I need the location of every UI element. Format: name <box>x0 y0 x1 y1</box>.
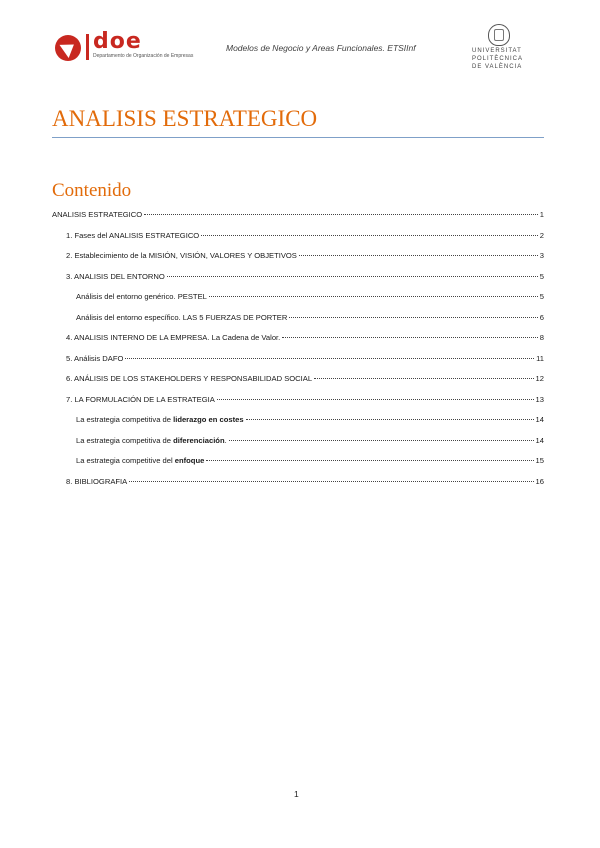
doe-logo <box>55 29 200 67</box>
toc-entry-title <box>76 436 227 445</box>
toc-dot-leader <box>289 317 537 318</box>
doe-logo-subtitle: Departamento de Organización de Empresas <box>93 53 194 59</box>
toc-entry-prefix: La estrategia competitive del <box>76 456 175 465</box>
toc-entry-title: ANALISIS ESTRATEGICO <box>52 210 143 219</box>
toc-entry[interactable] <box>76 313 544 322</box>
toc-entry-page: 1 <box>539 210 544 219</box>
toc-entry-title: 3. ANALISIS DEL ENTORNO <box>66 272 165 281</box>
toc-entry-title: 1. Fases del ANALISIS ESTRATEGICO <box>66 231 200 240</box>
toc-entry[interactable] <box>66 354 544 363</box>
toc-dot-leader <box>217 399 534 400</box>
toc-entry[interactable] <box>66 231 544 240</box>
toc-dot-leader <box>201 235 538 236</box>
toc-entry-title: 5. Análisis DAFO <box>66 354 124 363</box>
doe-arrow-logo-icon <box>55 35 81 61</box>
toc-entry[interactable] <box>52 210 544 219</box>
toc-entry-suffix: . <box>224 436 227 445</box>
title-divider <box>52 137 544 138</box>
logo-divider <box>86 34 89 60</box>
toc-entry-page: 5 <box>539 292 544 301</box>
toc-entry-title: Análisis del entorno genérico. PESTEL <box>76 292 207 301</box>
toc-entry-emphasis: diferenciación <box>173 436 225 445</box>
university-logo <box>472 24 532 76</box>
toc-entry[interactable] <box>66 272 544 281</box>
toc-entry[interactable] <box>66 374 544 383</box>
toc-entry-title: 8. BIBLIOGRAFIA <box>66 477 128 486</box>
toc-entry-page: 13 <box>535 395 544 404</box>
university-logo-line: UNIVERSITAT <box>472 48 522 54</box>
toc-entry[interactable] <box>76 415 544 424</box>
toc-dot-leader <box>246 419 534 420</box>
university-seal-icon <box>488 24 510 46</box>
toc-entry[interactable] <box>76 436 544 445</box>
toc-entry-title: 2. Establecimiento de la MISIÓN, VISIÓN, VALORES Y OBJETIVOS <box>66 251 297 260</box>
toc-entry-title: 7. LA FORMULACIÓN DE LA ESTRATEGIA <box>66 395 215 404</box>
toc-dot-leader <box>129 481 533 482</box>
toc-entry-title <box>76 456 204 465</box>
toc-entry-page: 11 <box>536 354 544 363</box>
toc-dot-leader <box>282 337 537 338</box>
toc-entry[interactable] <box>66 477 544 486</box>
toc-entry-page: 16 <box>535 477 544 486</box>
page-number: 1 <box>294 789 299 799</box>
toc-entry-page: 14 <box>535 415 544 424</box>
university-logo-line: DE VALÈNCIA <box>472 64 523 70</box>
toc-entry-page: 3 <box>539 251 544 260</box>
toc-entry-emphasis: enfoque <box>174 456 205 465</box>
toc-entry-page: 5 <box>539 272 544 281</box>
doe-logo-letters: doe <box>93 29 142 54</box>
toc-heading: Contenido <box>52 180 132 201</box>
toc-entry-page: 6 <box>539 313 544 322</box>
toc-entry-emphasis: liderazgo en costes <box>173 415 244 424</box>
toc-entry-title <box>76 415 244 424</box>
toc-entry[interactable] <box>76 456 544 465</box>
toc-entry-title: 4. ANALISIS INTERNO DE LA EMPRESA. La Cadena de Valor. <box>66 333 281 342</box>
toc-dot-leader <box>229 440 534 441</box>
toc-entry[interactable] <box>76 292 544 301</box>
toc-entry[interactable] <box>66 333 544 342</box>
university-logo-line: POLITÈCNICA <box>472 56 524 62</box>
header-title: Modelos de Negocio y Areas Funcionales. ETSIInf <box>226 43 416 53</box>
toc-entry-page: 15 <box>535 456 544 465</box>
toc-entry-page: 14 <box>535 436 544 445</box>
toc-entry-page: 2 <box>539 231 544 240</box>
toc-entry-title: Análisis del entorno específico. LAS 5 FUERZAS DE PORTER <box>76 313 288 322</box>
toc-dot-leader <box>167 276 538 277</box>
toc-entry[interactable] <box>66 395 544 404</box>
page-header <box>0 0 600 90</box>
toc-entry-title: 6. ANÁLISIS DE LOS STAKEHOLDERS Y RESPONSABILIDAD SOCIAL <box>66 374 313 383</box>
toc-entry-page: 8 <box>539 333 544 342</box>
toc-dot-leader <box>144 214 538 215</box>
document-title: ANALISIS ESTRATEGICO <box>52 106 318 131</box>
toc-entry-prefix: La estrategia competitiva de <box>76 415 174 424</box>
toc-entry[interactable] <box>66 251 544 260</box>
toc-dot-leader <box>209 296 538 297</box>
toc-dot-leader <box>314 378 534 379</box>
toc-dot-leader <box>206 460 533 461</box>
toc-dot-leader <box>125 358 534 359</box>
toc-entry-prefix: La estrategia competitiva de <box>76 436 174 445</box>
toc-dot-leader <box>299 255 538 256</box>
toc-entry-page: 12 <box>535 374 544 383</box>
